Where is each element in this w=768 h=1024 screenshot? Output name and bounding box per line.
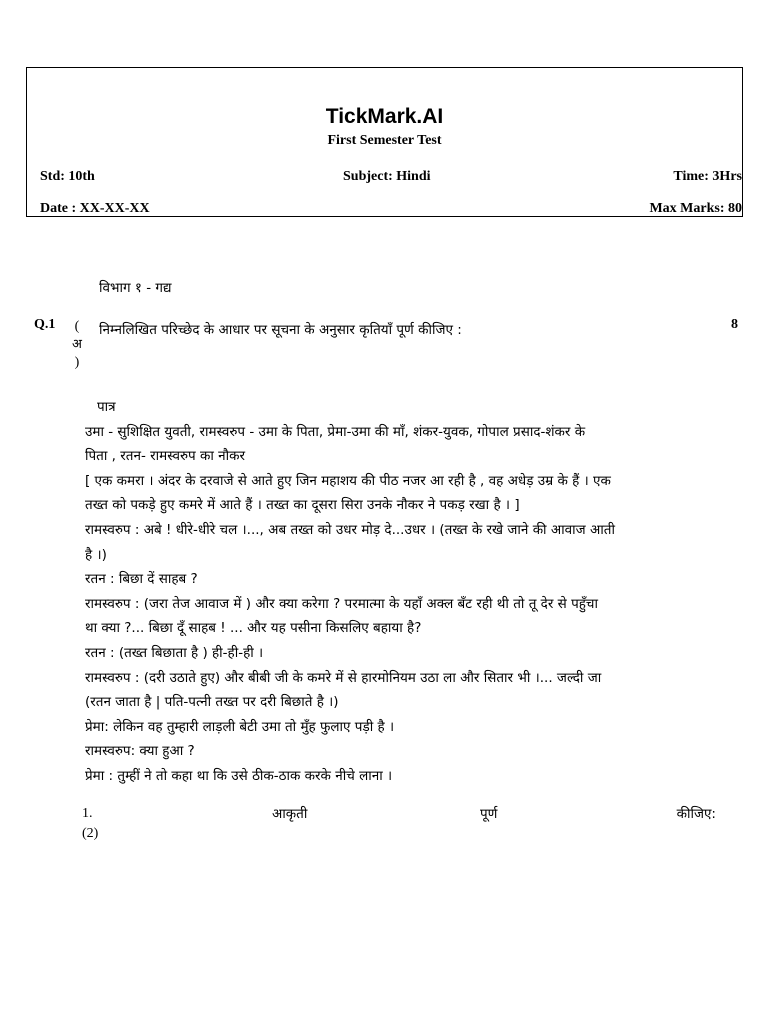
question-sub-label [70, 318, 84, 372]
passage-line: रतन : बिछा दें साहब ? [85, 571, 198, 588]
passage-line: [ एक कमरा । अंदर के दरवाजे से आते हुए जिन महाशय की पीठ नजर आ रही है , वह अधेड़ उम्र के हैं । एक [85, 472, 611, 489]
passage-line: पिता , रतन- रामस्वरुप का नौकर [85, 448, 246, 465]
subject-label: Subject: Hindi [343, 169, 431, 184]
passage-line: रामस्वरुप : अबे ! धीरे-धीरे चल ।..., अब तख्त को उधर मोड़ दे...उधर । (तख्त के रखे जाने की आवाज आती [85, 521, 615, 538]
passage [85, 395, 720, 789]
question-number: Q.1 [34, 317, 56, 332]
passage-line: प्रेमा: लेकिन वह तुम्हारी लाड़ली बेटी उमा तो मुँह फुलाए पड़ी है । [85, 718, 395, 735]
test-name: First Semester Test [327, 133, 442, 148]
passage-line: था क्या ?... बिछा दूँ साहब ! ... और यह पसीना किसलिए बहाया है? [85, 620, 422, 637]
passage-line: पात्र [97, 399, 116, 415]
passage-line: रामस्वरुप : (दरी उठाते हुए) और बीबी जी के कमरे में से हारमोनियम उठा ला और सितार भी ।... जल्दी जा [85, 669, 602, 686]
sub-question-marks: (2) [82, 826, 99, 841]
sub-question-word: आकृती [272, 806, 308, 822]
sub-label-close: ) [74, 355, 80, 370]
std-label: Std: 10th [40, 169, 95, 184]
sub-question [82, 804, 716, 826]
question-marks: 8 [731, 317, 738, 332]
sub-question-word: कीजिए: [676, 806, 716, 822]
time-label: Time: 3Hrs [673, 169, 742, 184]
question-text: निम्नलिखित परिच्छेद के आधार पर सूचना के अनुसार कृतियाँ पूर्ण कीजिए : [99, 322, 462, 338]
max-marks-label: Max Marks: 80 [649, 201, 742, 216]
sub-label-open: ( [74, 319, 80, 334]
sub-question-number: 1. [82, 806, 93, 821]
passage-line: प्रेमा : तुम्हीं ने तो कहा था कि उसे ठीक-ठाक करके नीचे लाना । [85, 767, 393, 784]
brand-title: TickMark.AI [325, 105, 444, 128]
date-label: Date : XX-XX-XX [40, 201, 150, 216]
passage-line: रतन : (तख्त बिछाता है ) ही-ही-ही । [85, 644, 264, 661]
passage-line: उमा - सुशिक्षित युवती, रामस्वरुप - उमा के पिता, प्रेमा-उमा की माँ, शंकर-युवक, गोपाल प्रसाद-शंकर के [85, 423, 586, 440]
passage-line: रामस्वरुप: क्या हुआ ? [85, 743, 195, 760]
header-box [26, 67, 743, 217]
passage-line: रामस्वरुप : (जरा तेज आवाज में ) और क्या करेगा ? परमात्मा के यहाँ अक्ल बँट रही थी तो तू देर से पहुँचा [85, 595, 598, 612]
sub-label-letter: अ [72, 337, 82, 352]
section-title: विभाग १ - गद्य [99, 280, 172, 296]
passage-line: (रतन जाता है | पति-पत्नी तख्त पर दरी बिछाते है ।) [85, 694, 339, 711]
sub-question-word: पूर्ण [480, 806, 498, 822]
passage-line: तख्त को पकड़े हुए कमरे में आते हैं । तख्त का दूसरा सिरा उनके नौकर ने पकड़ रखा है । ] [85, 497, 520, 514]
passage-line: है ।) [85, 546, 107, 563]
